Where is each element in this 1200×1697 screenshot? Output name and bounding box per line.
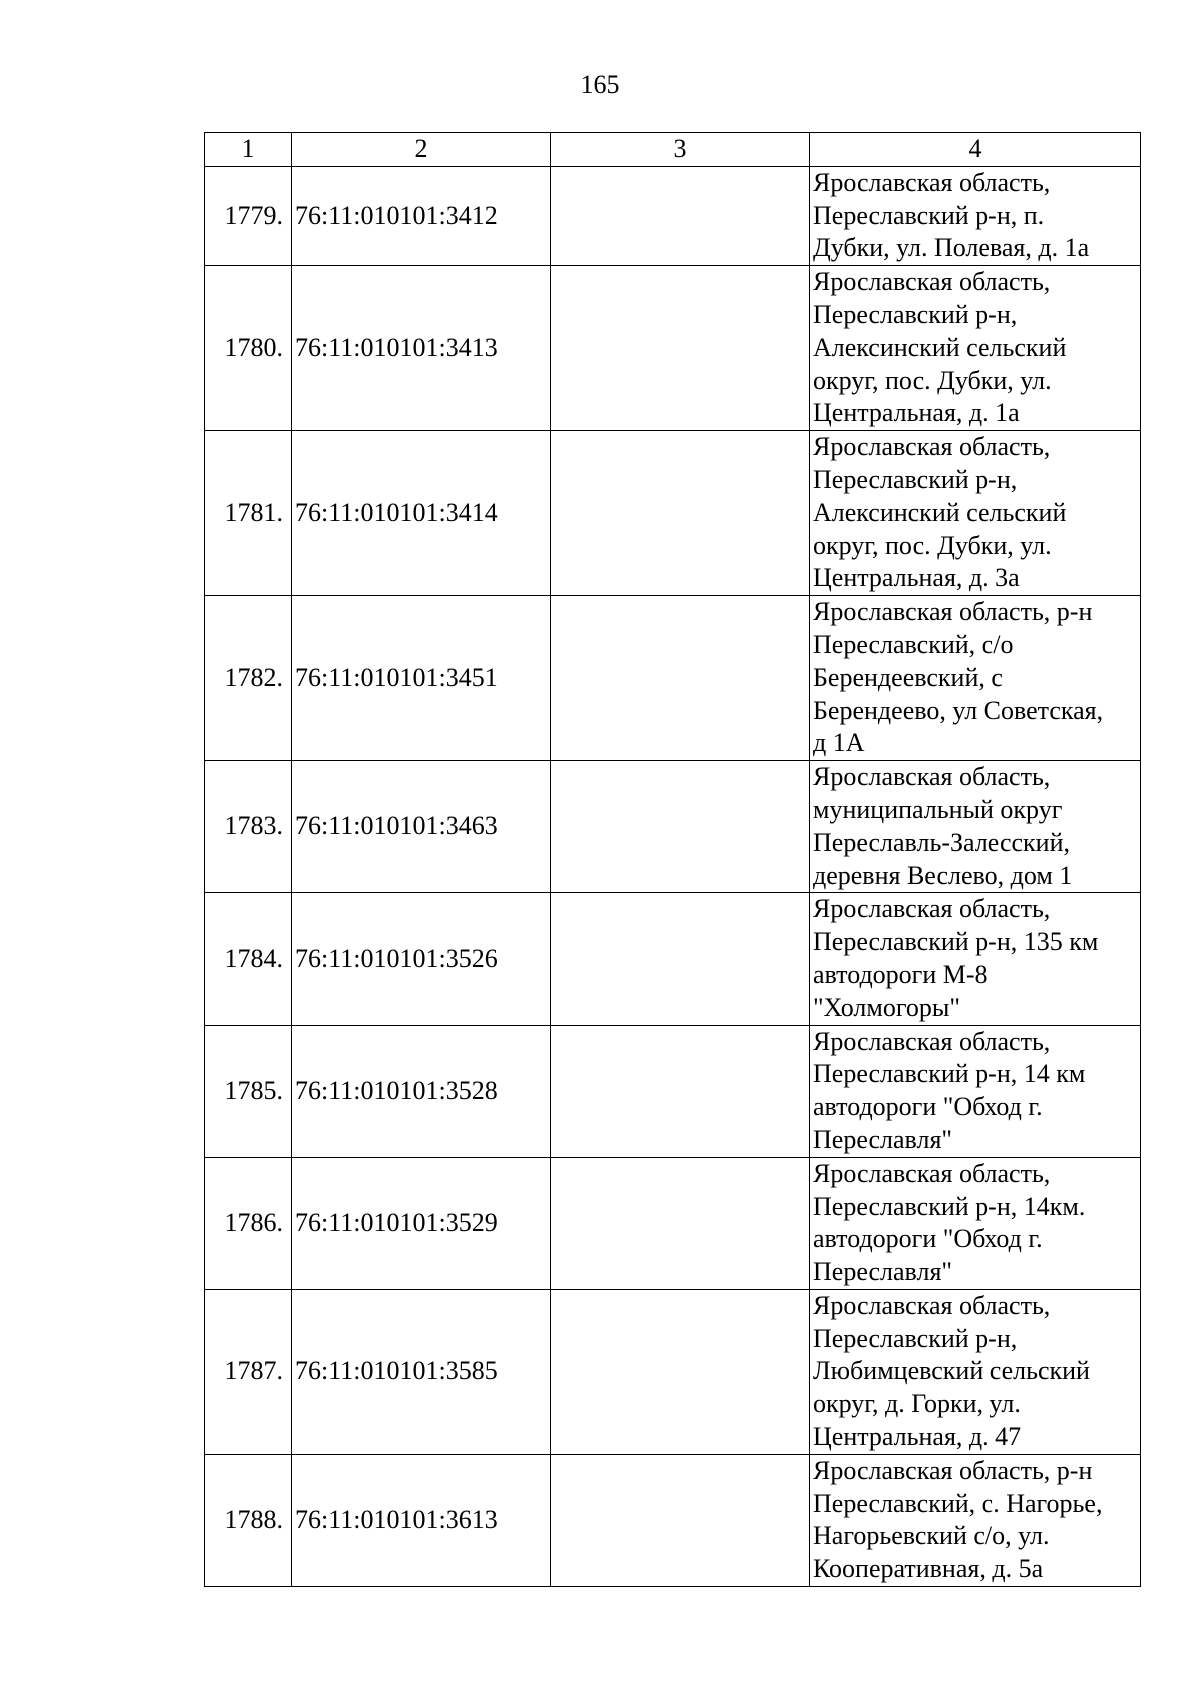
column-3-cell — [551, 266, 810, 431]
address-line: Ярославская область, — [813, 167, 1051, 197]
address-line: Переславль-Залесский, — [813, 827, 1070, 857]
registry-table — [204, 132, 1141, 1587]
address-cell — [810, 1289, 1141, 1454]
column-header-4: 4 — [810, 133, 1141, 167]
row-number-cell: 1785. — [205, 1025, 292, 1157]
address-line: автодороги М-8 — [813, 959, 988, 989]
row-number-cell: 1787. — [205, 1289, 292, 1454]
address-line: Переславский р-н, — [813, 1323, 1018, 1353]
address-line: Переславский р-н, 14км. — [813, 1191, 1086, 1221]
row-number-cell: 1780. — [205, 266, 292, 431]
row-number-cell: 1779. — [205, 166, 292, 265]
table-row — [205, 1157, 1141, 1289]
address-line: Дубки, ул. Полевая, д. 1а — [813, 233, 1090, 263]
table-row — [205, 431, 1141, 596]
cadastral-number-cell: 76:11:010101:3585 — [292, 1289, 551, 1454]
address-cell — [810, 761, 1141, 893]
address-line: автодороги "Обход г. — [813, 1092, 1043, 1122]
row-number-cell: 1788. — [205, 1454, 292, 1586]
row-number-cell: 1786. — [205, 1157, 292, 1289]
address-line: Переславля" — [813, 1257, 953, 1287]
address-line: Переславский р-н, 14 км — [813, 1059, 1086, 1089]
address-line: Кооперативная, д. 5а — [813, 1554, 1044, 1584]
address-cell — [810, 1157, 1141, 1289]
address-cell — [810, 266, 1141, 431]
table-row — [205, 1289, 1141, 1454]
address-line: Центральная, д. 3а — [813, 563, 1020, 593]
address-line: "Холмогоры" — [813, 992, 960, 1022]
cadastral-number-cell: 76:11:010101:3413 — [292, 266, 551, 431]
row-number-cell: 1782. — [205, 596, 292, 761]
address-line: Алексинский сельский — [813, 332, 1067, 362]
row-number-cell: 1783. — [205, 761, 292, 893]
address-line: д 1А — [813, 728, 865, 758]
table-header-row — [205, 133, 1141, 167]
column-3-cell — [551, 431, 810, 596]
column-header-2: 2 — [292, 133, 551, 167]
column-3-cell — [551, 1454, 810, 1586]
cadastral-number-cell: 76:11:010101:3613 — [292, 1454, 551, 1586]
address-line: Переславский р-н, 135 км — [813, 927, 1099, 957]
table-row — [205, 166, 1141, 265]
column-3-cell — [551, 166, 810, 265]
row-number-cell: 1781. — [205, 431, 292, 596]
address-cell — [810, 166, 1141, 265]
page-number: 165 — [580, 70, 620, 99]
address-line: Ярославская область, — [813, 432, 1051, 462]
address-line: Ярославская область, р-н — [813, 597, 1093, 627]
address-line: округ, пос. Дубки, ул. — [813, 530, 1052, 560]
address-line: Ярославская область, — [813, 894, 1051, 924]
address-line: автодороги "Обход г. — [813, 1224, 1043, 1254]
address-line: Берендеевский, с — [813, 662, 1003, 692]
table-row — [205, 1025, 1141, 1157]
address-cell — [810, 1025, 1141, 1157]
address-line: Ярославская область, — [813, 762, 1051, 792]
column-3-cell — [551, 1025, 810, 1157]
table-row — [205, 266, 1141, 431]
column-3-cell — [551, 596, 810, 761]
column-header-1: 1 — [205, 133, 292, 167]
address-line: Ярославская область, — [813, 267, 1051, 297]
address-line: округ, д. Горки, ул. — [813, 1389, 1021, 1419]
address-line: Переславля" — [813, 1124, 953, 1154]
address-cell — [810, 431, 1141, 596]
column-header-3: 3 — [551, 133, 810, 167]
cadastral-number-cell: 76:11:010101:3528 — [292, 1025, 551, 1157]
address-cell — [810, 596, 1141, 761]
column-3-cell — [551, 761, 810, 893]
address-line: деревня Веслево, дом 1 — [813, 860, 1073, 890]
table-row — [205, 893, 1141, 1025]
address-line: Нагорьевский с/о, ул. — [813, 1521, 1050, 1551]
address-line: муниципальный округ — [813, 794, 1063, 824]
address-cell — [810, 893, 1141, 1025]
address-line: Алексинский сельский — [813, 497, 1067, 527]
cadastral-number-cell: 76:11:010101:3529 — [292, 1157, 551, 1289]
address-line: Ярославская область, р-н — [813, 1455, 1093, 1485]
table-row — [205, 761, 1141, 893]
address-line: Берендеево, ул Советская, — [813, 695, 1104, 725]
table-row — [205, 1454, 1141, 1586]
table-row — [205, 596, 1141, 761]
cadastral-number-cell: 76:11:010101:3451 — [292, 596, 551, 761]
column-3-cell — [551, 893, 810, 1025]
address-line: Переславский р-н, — [813, 299, 1018, 329]
column-3-cell — [551, 1157, 810, 1289]
cadastral-number-cell: 76:11:010101:3414 — [292, 431, 551, 596]
address-line: Ярославская область, — [813, 1158, 1051, 1188]
cadastral-number-cell: 76:11:010101:3463 — [292, 761, 551, 893]
address-line: Любимцевский сельский — [813, 1356, 1090, 1386]
address-line: Центральная, д. 47 — [813, 1422, 1022, 1452]
address-line: Переславский, с. Нагорье, — [813, 1488, 1103, 1518]
address-cell — [810, 1454, 1141, 1586]
address-line: Ярославская область, — [813, 1290, 1051, 1320]
address-line: округ, пос. Дубки, ул. — [813, 365, 1052, 395]
column-3-cell — [551, 1289, 810, 1454]
cadastral-number-cell: 76:11:010101:3412 — [292, 166, 551, 265]
row-number-cell: 1784. — [205, 893, 292, 1025]
address-line: Центральная, д. 1а — [813, 398, 1020, 428]
address-line: Переславский, с/о — [813, 629, 1014, 659]
address-line: Ярославская область, — [813, 1026, 1051, 1056]
address-line: Переславский р-н, п. — [813, 200, 1045, 230]
address-line: Переславский р-н, — [813, 464, 1018, 494]
cadastral-number-cell: 76:11:010101:3526 — [292, 893, 551, 1025]
